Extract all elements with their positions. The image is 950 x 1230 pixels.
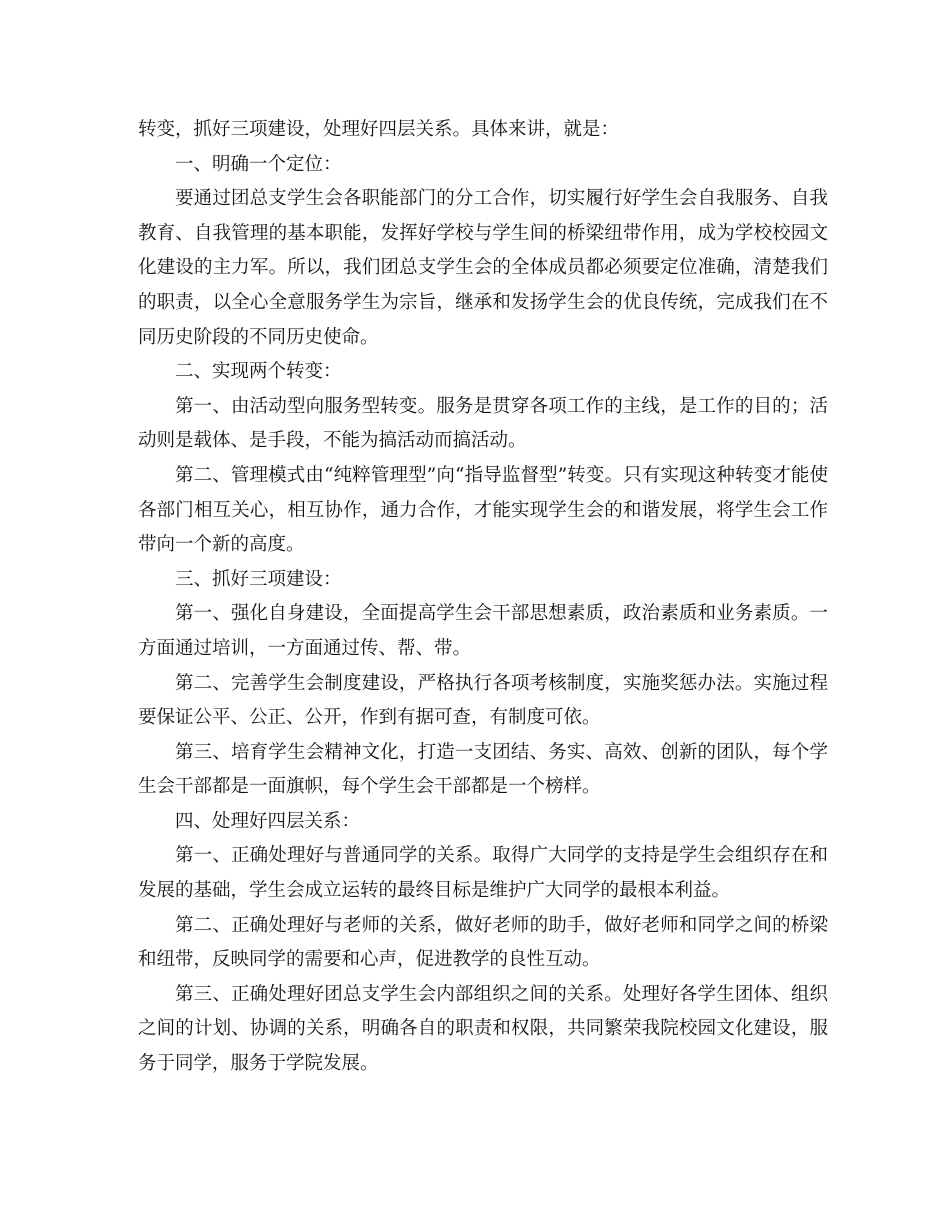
heading-two-transformations: 二、实现两个转变： — [175, 361, 342, 383]
document-body — [138, 113, 828, 1082]
paragraph-opening-continuation: 转变，抓好三项建设，处理好四层关系。具体来讲，就是： — [138, 119, 620, 140]
heading-four-relationships: 四、处理好四层关系： — [175, 810, 361, 832]
heading-one-positioning: 一、明确一个定位： — [175, 153, 342, 175]
paragraph-relationship-first: 第一、正确处理好与普通同学的关系。取得广大同学的支持是学生会组织存在和发展的基础，学生会成立运转的最终目标是维护广大同学的最根本利益。 — [138, 845, 828, 902]
paragraph-construction-third: 第三、培育学生会精神文化，打造一支团结、务实、高效、创新的团队，每个学生会干部都是一面旗帜，每个学生会干部都是一个榜样。 — [138, 741, 828, 798]
paragraph-transformation-first: 第一、由活动型向服务型转变。服务是贯穿各项工作的主线，是工作的目的；活动则是载体、是手段，不能为搞活动而搞活动。 — [138, 395, 828, 452]
heading-three-constructions: 三、抓好三项建设： — [175, 568, 342, 590]
paragraph-construction-second: 第二、完善学生会制度建设，严格执行各项考核制度，实施奖惩办法。实施过程要保证公平、公正、公开，作到有据可查，有制度可依。 — [138, 672, 828, 729]
paragraph-transformation-second: 第二、管理模式由“纯粹管理型”向“指导监督型”转变。只有实现这种转变才能使各部门相互关心，相互协作，通力合作，才能实现学生会的和谐发展，将学生会工作带向一个新的高度。 — [138, 464, 828, 556]
paragraph-construction-first: 第一、强化自身建设，全面提高学生会干部思想素质，政治素质和业务素质。一方面通过培训，一方面通过传、帮、带。 — [138, 603, 828, 659]
paragraph-relationship-third: 第三、正确处理好团总支学生会内部组织之间的关系。处理好各学生团体、组织之间的计划、协调的关系，明确各自的职责和权限，共同繁荣我院校园文化建设，服务于同学，服务于学院发展。 — [138, 983, 828, 1075]
paragraph-positioning-body: 要通过团总支学生会各职能部门的分工合作，切实履行好学生会自我服务、自我教育、自我管理的基本职能，发挥好学校与学生间的桥梁纽带作用，成为学校校园文化建设的主力军。所以，我们团总支学生会的全体成员都必须要定位准确，清楚我们的职责，以全心全意服务学生为宗旨，继承和发扬学生会的优良传统，完成我们在不同历史阶段的不同历史使命。 — [138, 188, 828, 348]
paragraph-relationship-second: 第二、正确处理好与老师的关系，做好老师的助手，做好老师和同学之间的桥梁和纽带，反映同学的需要和心声，促进教学的良性互动。 — [138, 914, 828, 971]
